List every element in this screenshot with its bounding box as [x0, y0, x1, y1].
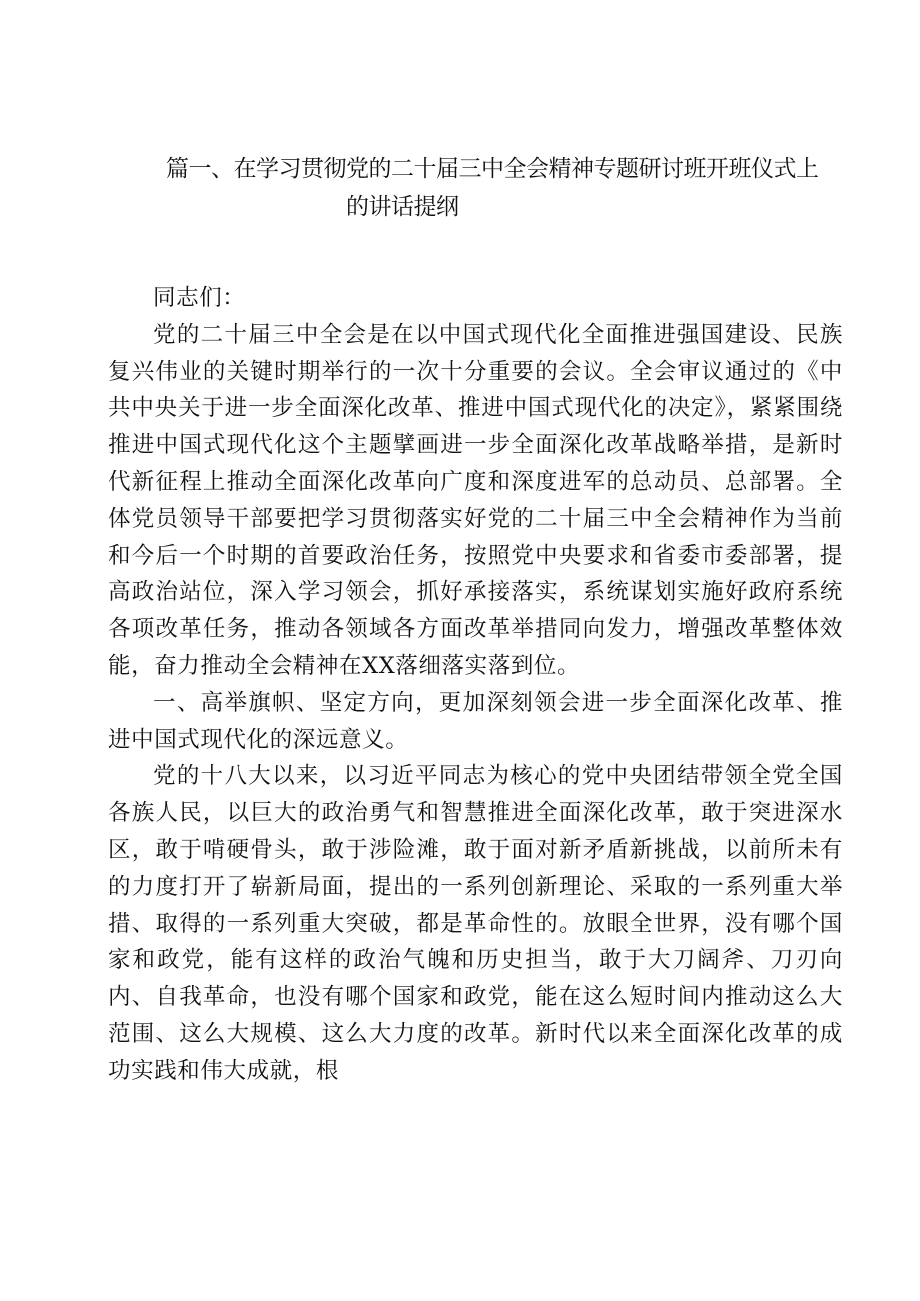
paragraph-intro: 党的二十届三中全会是在以中国式现代化全面推进强国建设、民族复兴伟业的关键时期举行的一次十分重要的会议。全会审议通过的《中共中央关于进一步全面深化改革、推进中国式现代化的决定》，紧紧围绕推进中国式现代化这个主题擘画进一步全面深化改革战略举措，是新时代新征程上推动全面深化改革向广度和深度进军的总动员、总部署。全体党员领导干部要把学习贯彻落实好党的二十届三中全会精神作为当前和今后一个时期的首要政治任务，按照党中央要求和省委市委部署，提高政治站位，深入学习领会，抓好承接落实，系统谋划实施好政府系统各项改革任务，推动各领域各方面改革举措同向发力，增强改革整体效能，奋力推动全会精神在XX落细落实落到位。	[108, 321, 843, 679]
document-body	[108, 280, 843, 1090]
section-heading-1: 一、高举旗帜、坚定方向，更加深刻领会进一步全面深化改革、推进中国式现代化的深远意义。	[108, 689, 843, 753]
title-line-1: 篇一、在学习贯彻党的二十届三中全会精神专题研讨班开班仪式上	[166, 156, 819, 182]
paragraph-section-1: 党的十八大以来，以习近平同志为核心的党中央团结带领全党全国各族人民，以巨大的政治勇气和智慧推进全面深化改革，敢于突进深水区，敢于啃硬骨头，敢于涉险滩，敢于面对新矛盾新挑战，以前所未有的力度打开了崭新局面，提出的一系列创新理论、采取的一系列重大举措、取得的一系列重大突破，都是革命性的。放眼全世界，没有哪个国家和政党，能有这样的政治气魄和历史担当，敢于大刀阔斧、刀刃向内、自我革命，也没有哪个国家和政党，能在这么短时间内推动这么大范围、这么大规模、这么大力度的改革。新时代以来全面深化改革的成功实践和伟大成就，根	[108, 763, 843, 1084]
salutation: 同志们：	[153, 285, 246, 311]
document-title	[166, 150, 856, 226]
title-line-2: 的讲话提纲	[346, 194, 459, 220]
